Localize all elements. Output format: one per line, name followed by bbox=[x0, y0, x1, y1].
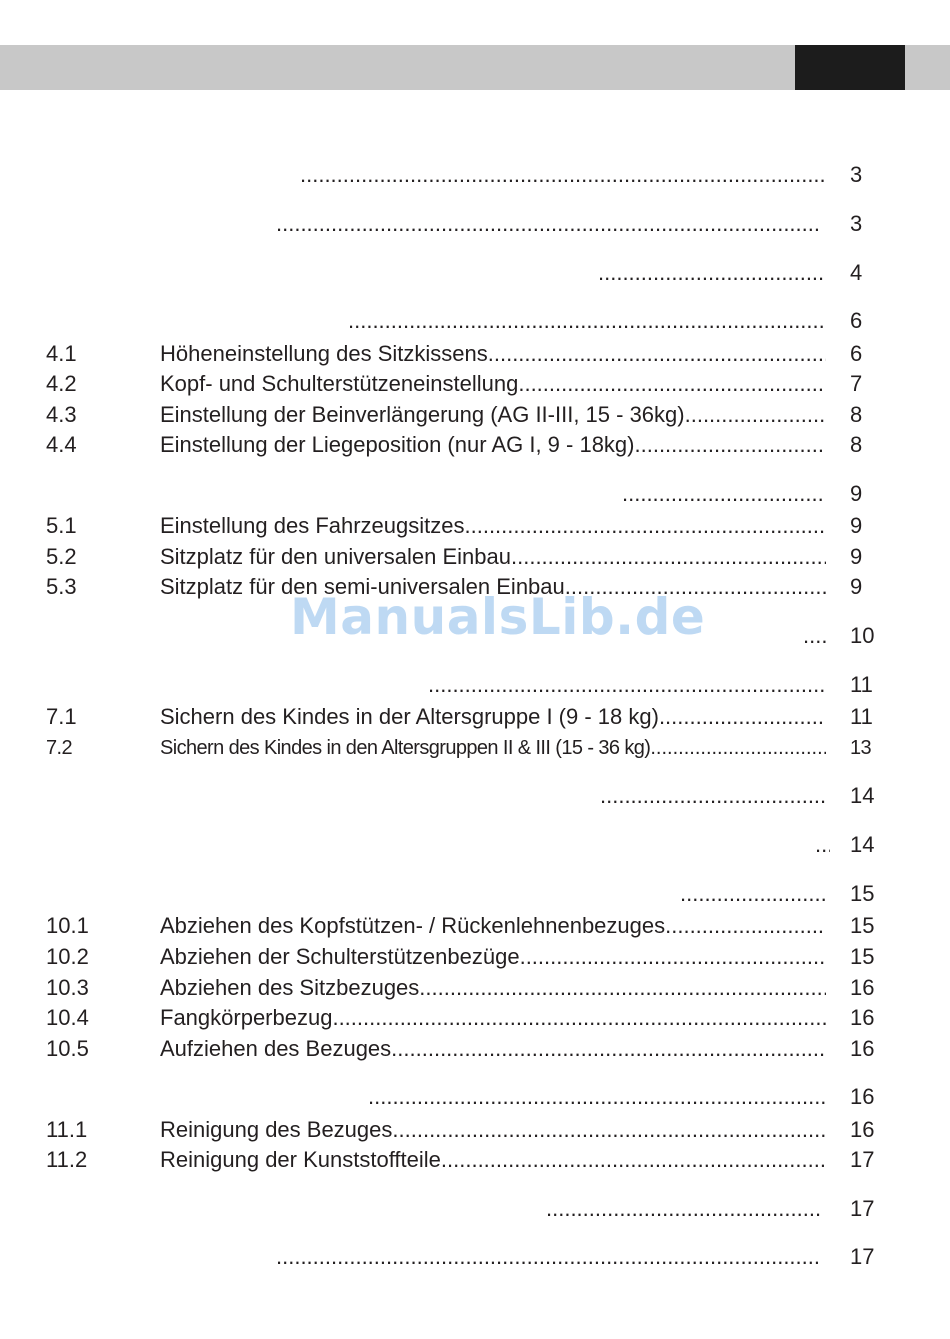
toc-entry-number: 7.1 bbox=[46, 704, 77, 729]
toc-entry-page: 8 bbox=[850, 432, 863, 457]
dot-leader bbox=[276, 209, 822, 239]
dot-leader bbox=[465, 511, 827, 541]
toc-entry-title bbox=[368, 1082, 828, 1112]
toc-entry-page: 16 bbox=[850, 1036, 875, 1061]
toc-entry[interactable] bbox=[0, 1145, 950, 1175]
toc-entry[interactable] bbox=[0, 369, 950, 399]
toc-entry-page: 6 bbox=[850, 308, 863, 333]
toc-entry-page: 3 bbox=[850, 162, 863, 187]
toc-entry[interactable] bbox=[0, 830, 950, 860]
toc-entry-title bbox=[160, 733, 826, 763]
toc-entry-page: 17 bbox=[850, 1244, 875, 1269]
toc-entry-title bbox=[276, 209, 822, 239]
toc-entry[interactable] bbox=[0, 702, 950, 732]
dot-leader bbox=[685, 400, 826, 430]
toc-entry-number: 7.2 bbox=[46, 737, 73, 759]
toc-entry-number: 11.2 bbox=[46, 1147, 88, 1172]
toc-entry-title bbox=[160, 1034, 826, 1064]
toc-entry-page: 9 bbox=[850, 544, 863, 569]
toc-entry-title bbox=[160, 339, 826, 369]
toc-entry-page: 14 bbox=[850, 783, 875, 808]
dot-leader bbox=[598, 258, 826, 288]
dot-leader bbox=[441, 1145, 826, 1175]
toc-entry-number: 10.4 bbox=[46, 1005, 89, 1030]
toc-entry-page: 6 bbox=[850, 341, 863, 366]
toc-entry[interactable] bbox=[0, 1115, 950, 1145]
toc-entry-page: 15 bbox=[850, 881, 875, 906]
toc-entry-title bbox=[160, 1115, 826, 1145]
toc-entry[interactable] bbox=[0, 258, 950, 288]
toc-entry-title bbox=[160, 511, 826, 541]
toc-entry-title bbox=[160, 702, 826, 732]
toc-entry-title bbox=[160, 973, 826, 1003]
toc-entry-title bbox=[598, 258, 826, 288]
toc-entry[interactable] bbox=[0, 942, 950, 972]
toc-entry[interactable] bbox=[0, 160, 950, 190]
page-number-block bbox=[795, 45, 905, 90]
toc-entry-title-text: Reinigung der Kunststoffteile bbox=[160, 1147, 441, 1172]
dot-leader bbox=[348, 306, 826, 336]
toc-entry-page: 11 bbox=[850, 672, 873, 697]
toc-entry-title-text: Höheneinstellung des Sitzkissens bbox=[160, 341, 488, 366]
toc-entry-title bbox=[803, 621, 826, 651]
dot-leader bbox=[635, 430, 827, 460]
dot-leader bbox=[488, 339, 826, 369]
toc-entry-title-text: Einstellung der Liegeposition (nur AG I, 9 - 18kg) bbox=[160, 432, 635, 457]
toc-entry-title-text: Einstellung der Beinverlängerung (AG II-III, 15 - 36kg) bbox=[160, 402, 685, 427]
toc-entry-page: 9 bbox=[850, 513, 863, 538]
toc-entry-page: 13 bbox=[850, 737, 872, 759]
toc-entry-title-text: Aufziehen des Bezuges bbox=[160, 1036, 392, 1061]
toc-entry-title bbox=[160, 369, 826, 399]
toc-entry-title bbox=[160, 542, 826, 572]
dot-leader bbox=[803, 621, 826, 651]
toc-entry[interactable] bbox=[0, 733, 950, 763]
toc-entry-title-text: Kopf- und Schulterstützeneinstellung bbox=[160, 371, 519, 396]
toc-entry-number: 10.5 bbox=[46, 1036, 89, 1061]
toc-entry-title bbox=[815, 830, 830, 860]
toc-entry-title-text: Abziehen der Schulterstützenbezüge bbox=[160, 944, 520, 969]
toc-entry[interactable] bbox=[0, 1082, 950, 1112]
toc-entry-title-text: Einstellung des Fahrzeugsitzes bbox=[160, 513, 465, 538]
toc-entry-page: 8 bbox=[850, 402, 863, 427]
toc-entry[interactable] bbox=[0, 209, 950, 239]
toc-entry-number: 10.1 bbox=[46, 913, 89, 938]
dot-leader bbox=[511, 542, 826, 572]
toc-entry-page: 16 bbox=[850, 1084, 875, 1109]
toc-entry-number: 4.4 bbox=[46, 432, 77, 457]
toc-entry[interactable] bbox=[0, 400, 950, 430]
toc-entry[interactable] bbox=[0, 306, 950, 336]
toc-entry-title bbox=[546, 1194, 822, 1224]
dot-leader bbox=[659, 702, 826, 732]
toc-entry-title-text: Sitzplatz für den semi-universalen Einbau bbox=[160, 574, 565, 599]
toc-entry-title-text: Abziehen des Kopfstützen- / Rückenlehnenbezuges bbox=[160, 913, 666, 938]
toc-entry-title bbox=[160, 911, 826, 941]
toc-entry-page: 15 bbox=[850, 913, 875, 938]
dot-leader bbox=[680, 879, 828, 909]
toc-entry-title bbox=[680, 879, 828, 909]
toc-entry-page: 9 bbox=[850, 481, 863, 506]
toc-entry-page: 4 bbox=[850, 260, 863, 285]
toc-entry-number: 4.2 bbox=[46, 371, 77, 396]
toc-entry-number: 10.3 bbox=[46, 975, 89, 1000]
toc-entry-number: 5.1 bbox=[46, 513, 77, 538]
toc-entry-title-text: Sitzplatz für den universalen Einbau bbox=[160, 544, 511, 569]
toc-entry[interactable] bbox=[0, 911, 950, 941]
toc-entry[interactable] bbox=[0, 781, 950, 811]
dot-leader bbox=[276, 1242, 822, 1272]
toc-entry-title bbox=[428, 670, 826, 700]
dot-leader bbox=[600, 781, 826, 811]
toc-entry-title bbox=[160, 430, 826, 460]
toc-entry-title bbox=[160, 942, 826, 972]
toc-entry-page: 11 bbox=[850, 704, 873, 729]
toc-entry[interactable] bbox=[0, 430, 950, 460]
toc-entry-title-text: Sichern des Kindes in der Altersgruppe I (9 - 18 kg) bbox=[160, 704, 659, 729]
dot-leader bbox=[546, 1194, 822, 1224]
dot-leader bbox=[815, 830, 830, 860]
toc-entry[interactable] bbox=[0, 1242, 950, 1272]
toc-entry-page: 16 bbox=[850, 975, 875, 1000]
dot-leader bbox=[368, 1082, 828, 1112]
toc-entry-page: 9 bbox=[850, 574, 863, 599]
toc-entry-number: 11.1 bbox=[46, 1117, 88, 1142]
toc-entry[interactable] bbox=[0, 511, 950, 541]
toc-entry-number: 4.1 bbox=[46, 341, 77, 366]
toc-entry[interactable] bbox=[0, 670, 950, 700]
toc-entry-title bbox=[600, 781, 826, 811]
toc-entry-title bbox=[300, 160, 826, 190]
toc-entry-page: 15 bbox=[850, 944, 875, 969]
toc-entry[interactable] bbox=[0, 1194, 950, 1224]
toc-entry[interactable] bbox=[0, 542, 950, 572]
toc-entry-title-text: Fangkörperbezug bbox=[160, 1005, 333, 1030]
dot-leader bbox=[650, 733, 826, 763]
toc-entry-title-text: Abziehen des Sitzbezuges bbox=[160, 975, 420, 1000]
toc-entry-page: 17 bbox=[850, 1147, 875, 1172]
dot-leader bbox=[518, 369, 826, 399]
toc-entry-title bbox=[622, 479, 822, 509]
toc-entry[interactable] bbox=[0, 1003, 950, 1033]
dot-leader bbox=[428, 670, 826, 700]
toc-entry-page: 14 bbox=[850, 832, 875, 857]
toc-entry-title-text: Reinigung des Bezuges bbox=[160, 1117, 393, 1142]
toc-entry-number: 10.2 bbox=[46, 944, 89, 969]
toc-entry-page: 10 bbox=[850, 623, 875, 648]
toc-entry-title bbox=[160, 1003, 826, 1033]
toc-entry-page: 17 bbox=[850, 1196, 875, 1221]
dot-leader bbox=[392, 1115, 826, 1145]
dot-leader bbox=[332, 1003, 826, 1033]
toc-entry[interactable] bbox=[0, 339, 950, 369]
toc-entry-title bbox=[276, 1242, 822, 1272]
watermark: ManualsLib.de bbox=[290, 588, 706, 646]
toc-entry[interactable] bbox=[0, 1034, 950, 1064]
toc-entry-page: 3 bbox=[850, 211, 863, 236]
dot-leader bbox=[665, 911, 826, 941]
toc-entry-page: 16 bbox=[850, 1117, 875, 1142]
dot-leader bbox=[391, 1034, 826, 1064]
toc-entry-title bbox=[348, 306, 826, 336]
toc-entry[interactable] bbox=[0, 973, 950, 1003]
dot-leader bbox=[419, 973, 826, 1003]
toc-entry-page: 16 bbox=[850, 1005, 875, 1030]
toc-entry[interactable] bbox=[0, 479, 950, 509]
toc-entry-title bbox=[160, 400, 826, 430]
toc-entry-title-text: Sichern des Kindes in den Altersgruppen II & III (15 - 36 kg) bbox=[160, 737, 651, 759]
toc-entry-page: 7 bbox=[850, 371, 863, 396]
dot-leader bbox=[300, 160, 826, 190]
toc-entry-number: 5.2 bbox=[46, 544, 77, 569]
toc-entry-number: 5.3 bbox=[46, 574, 77, 599]
dot-leader bbox=[520, 942, 826, 972]
toc-entry-number: 4.3 bbox=[46, 402, 77, 427]
toc-entry[interactable] bbox=[0, 879, 950, 909]
dot-leader bbox=[622, 479, 822, 509]
toc-entry-title bbox=[160, 1145, 826, 1175]
